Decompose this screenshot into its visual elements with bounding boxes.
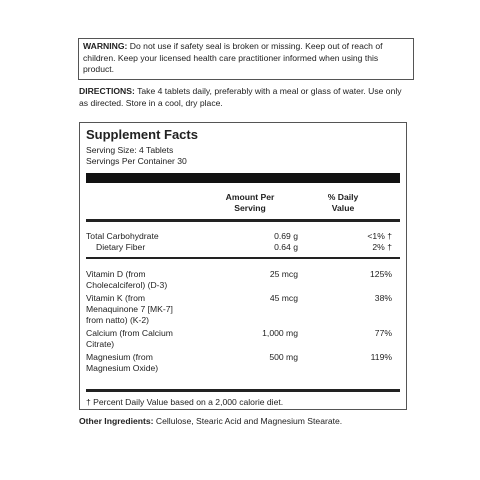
other-ingredients-text: Cellulose, Stearic Acid and Magnesium Stearate. [153, 416, 343, 426]
nutrient-amount: 0.69 g [274, 231, 298, 241]
daily-value-footnote: † Percent Daily Value based on a 2,000 calorie diet. [86, 397, 284, 407]
nutrient-name-cont: Magnesium Oxide) [86, 363, 159, 373]
amount-per-serving-header: Amount Per Serving [225, 192, 275, 213]
daily-value-header: % Daily Value [327, 192, 359, 213]
nutrient-name: Vitamin D (from [86, 269, 146, 279]
directions-text: Take 4 tablets daily, preferably with a meal or glass of water. Use only as directed. Store in a cool, dry place. [79, 86, 402, 108]
other-ingredients [79, 416, 399, 428]
warning-box [78, 38, 414, 80]
nutrient-daily-value: 38% [374, 293, 392, 303]
nutrient-name: Calcium (from Calcium [86, 328, 173, 338]
nutrient-daily-value: 77% [374, 328, 392, 338]
directions-label: DIRECTIONS: [79, 86, 135, 96]
nutrient-daily-value: 2% † [372, 242, 392, 252]
nutrient-name: Dietary Fiber [96, 242, 146, 252]
nutrient-amount: 45 mcg [269, 293, 298, 303]
nutrient-name: Vitamin K (from [86, 293, 146, 303]
nutrient-name-cont: Cholecalciferol) (D-3) [86, 280, 168, 290]
directions-section [79, 86, 411, 109]
nutrient-amount: 25 mcg [269, 269, 298, 279]
header-divider [86, 219, 400, 222]
footnote-divider [86, 389, 400, 392]
nutrient-name: Magnesium (from [86, 352, 153, 362]
nutrient-amount: 1,000 mg [262, 328, 298, 338]
other-ingredients-label: Other Ingredients: [79, 416, 154, 426]
nutrient-name: Total Carbohydrate [86, 231, 159, 241]
nutrient-name-cont: Citrate) [86, 339, 115, 349]
warning-label: WARNING: [83, 41, 128, 51]
nutrient-name-cont: from natto) (K-2) [86, 315, 150, 325]
serving-size: Serving Size: 4 Tablets [86, 145, 174, 155]
section-divider [86, 257, 400, 259]
warning-text: Do not use if safety seal is broken or missing. Keep out of reach of children. Keep your licensed health care practitioner informed when using this product. [83, 41, 383, 74]
nutrient-daily-value: 125% [370, 269, 392, 279]
nutrient-daily-value: <1% † [367, 231, 392, 241]
supplement-facts-panel [79, 122, 407, 410]
nutrient-amount: 0.64 g [274, 242, 298, 252]
servings-per-container: Servings Per Container 30 [86, 156, 187, 166]
facts-title: Supplement Facts [86, 127, 198, 142]
nutrient-amount: 500 mg [269, 352, 298, 362]
nutrient-name-cont: Menaquinone 7 [MK-7] [86, 304, 173, 314]
thick-divider [86, 173, 400, 183]
nutrient-daily-value: 119% [370, 352, 392, 362]
